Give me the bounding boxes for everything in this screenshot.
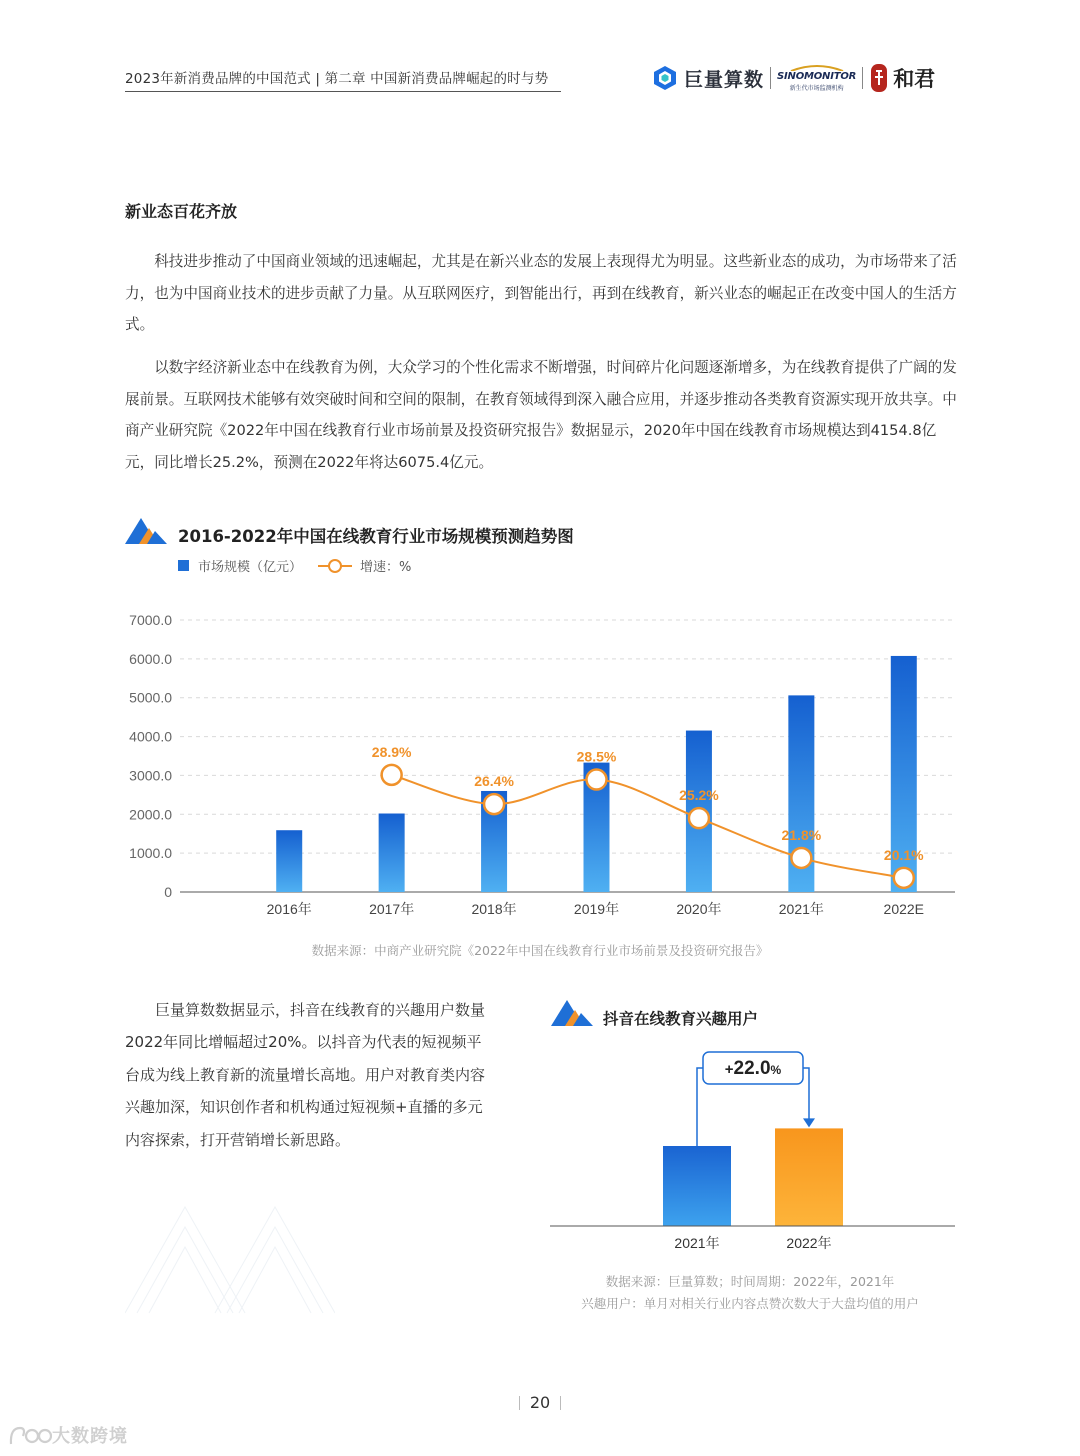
juliang-logo-icon bbox=[652, 65, 678, 91]
paragraph-2: 以数字经济新业态中在线教育为例，大众学习的个性化需求不断增强，时间碎片化问题逐渐增多，为在线教育提供了广阔的发展前景。互联网技术能够有效突破时间和空间的限制，在教育领域得到深入融合应用，并逐步推动各类教育资源实现开放共享。中商产业研究院《2022年中国在线教育行业市场前景及投资研究报告》数据显示，2020年中国在线教育市场规模达到4154.8亿元，同比增长25.2%，预测在2022年将达6075.4亿元。 bbox=[125, 359, 957, 471]
x-tick-label: 2019年 bbox=[573, 901, 620, 917]
logo-divider bbox=[770, 67, 771, 89]
section-title: 新业态百花齐放 bbox=[125, 202, 238, 221]
y-tick-label: 6000.0 bbox=[129, 650, 172, 667]
chart2-title-logo-icon bbox=[551, 1000, 593, 1026]
chart2-source bbox=[545, 1271, 955, 1315]
x-tick-label: 2018年 bbox=[471, 901, 517, 917]
growth-label: 28.5% bbox=[576, 748, 617, 765]
decorative-triangle-pattern bbox=[125, 1205, 335, 1315]
y-tick-label: 7000.0 bbox=[129, 612, 172, 628]
logo-juliang bbox=[652, 65, 764, 92]
growth-point bbox=[791, 848, 811, 868]
logo-hejun-text: 和君 bbox=[893, 66, 936, 91]
growth-point bbox=[689, 808, 709, 828]
logo-sinomonitor-subtext: 新生代市场监测机构 bbox=[789, 85, 844, 92]
legend-bar-label: 市场规模（亿元） bbox=[198, 560, 303, 575]
paragraph-3: 巨量算数数据显示，抖音在线教育的兴趣用户数量2022年同比增幅超过20%。以抖音为代表的短视频平台成为线上教育新的流量增长高地。用户对教育类内容兴趣加深，知识创作者和机构通过短视频+直播的多元内容探索，打开营销增长新思路。 bbox=[125, 1001, 486, 1149]
arrow-down-icon bbox=[803, 1118, 815, 1127]
page-number: 20 bbox=[529, 1393, 551, 1412]
logo-divider-2 bbox=[862, 67, 863, 89]
x-tick-label: 2017年 bbox=[369, 901, 415, 917]
bar bbox=[663, 1146, 731, 1226]
header-logos bbox=[652, 60, 935, 96]
bar bbox=[379, 814, 405, 892]
growth-point bbox=[587, 770, 607, 790]
y-tick-label: 1000.0 bbox=[129, 845, 172, 862]
growth-label: 20.1% bbox=[883, 846, 924, 863]
x-tick-label: 2022E bbox=[883, 901, 925, 917]
legend-line-label: 增速：% bbox=[360, 560, 412, 575]
growth-label: 21.8% bbox=[781, 826, 822, 843]
y-tick-label: 3000.0 bbox=[129, 767, 172, 784]
x-tick-label: 2021年 bbox=[674, 1235, 720, 1251]
logo-hejun bbox=[869, 63, 935, 93]
x-tick-label: 2016年 bbox=[266, 901, 312, 917]
watermark-logo-icon bbox=[8, 1424, 52, 1446]
chart1-title: 2016-2022年中国在线教育行业市场规模预测趋势图 bbox=[178, 527, 574, 546]
chart1-source: 数据来源：中商产业研究院《2022年中国在线教育行业市场前景及投资研究报告》 bbox=[311, 943, 769, 958]
header-divider bbox=[125, 91, 561, 92]
header-title: 2023年新消费品牌的中国范式 | 第二章 中国新消费品牌崛起的时与势 bbox=[125, 71, 549, 87]
x-tick-label: 2022年 bbox=[786, 1235, 832, 1251]
growth-label: 28.9% bbox=[371, 743, 412, 760]
chart1-market-size bbox=[120, 590, 970, 930]
chart2-source-line-2: 兴趣用户：单月对相关行业内容点赞次数大于大盘均值的用户 bbox=[581, 1296, 919, 1311]
chart2-title: 抖音在线教育兴趣用户 bbox=[603, 1010, 759, 1028]
logo-sinomonitor bbox=[777, 64, 856, 92]
bar bbox=[276, 830, 302, 892]
paragraph-1: 科技进步推动了中国商业领域的迅速崛起，尤其是在新兴业态的发展上表现得尤为明显。这些新业态的成功，为市场带来了活力，也为中国商业技术的进步贡献了力量。从互联网医疗，到智能出行，再到在线教育，新兴业态的崛起正在改变中国人的生活方式。 bbox=[125, 253, 957, 333]
growth-label: 25.2% bbox=[679, 787, 719, 804]
x-tick-label: 2020年 bbox=[676, 901, 722, 917]
growth-line bbox=[392, 775, 904, 878]
chart2-source-line-1: 数据来源：巨量算数；时间周期：2022年，2021年 bbox=[605, 1274, 895, 1289]
watermark bbox=[8, 1422, 128, 1448]
growth-point bbox=[484, 794, 504, 814]
y-tick-label: 2000.0 bbox=[129, 806, 172, 823]
growth-label: 26.4% bbox=[474, 773, 514, 790]
legend-line-marker-icon bbox=[318, 558, 352, 574]
bar bbox=[775, 1128, 843, 1226]
growth-point bbox=[382, 765, 402, 785]
logo-juliang-text: 巨量算数 bbox=[684, 68, 765, 91]
legend-bar-swatch bbox=[178, 560, 189, 571]
growth-point bbox=[894, 868, 914, 888]
growth-badge-value: 22.0 bbox=[733, 1058, 771, 1079]
hejun-seal-icon bbox=[869, 63, 889, 93]
chart2-interest-users bbox=[545, 1045, 955, 1260]
watermark-text: 大数跨境 bbox=[52, 1426, 128, 1447]
growth-badge-sign: + bbox=[724, 1061, 734, 1078]
y-tick-label: 0 bbox=[164, 884, 172, 900]
y-tick-label: 4000.0 bbox=[129, 728, 172, 745]
growth-badge-unit: % bbox=[770, 1063, 782, 1077]
page-number-bar-right bbox=[560, 1396, 561, 1410]
chart1-legend bbox=[178, 556, 411, 575]
sinomonitor-arc-icon bbox=[787, 64, 847, 71]
logo-sinomonitor-text: SINOMONITOR bbox=[777, 71, 857, 82]
y-tick-label: 5000.0 bbox=[129, 689, 172, 706]
chart-title-logo-icon bbox=[125, 518, 167, 544]
x-tick-label: 2021年 bbox=[778, 901, 824, 917]
